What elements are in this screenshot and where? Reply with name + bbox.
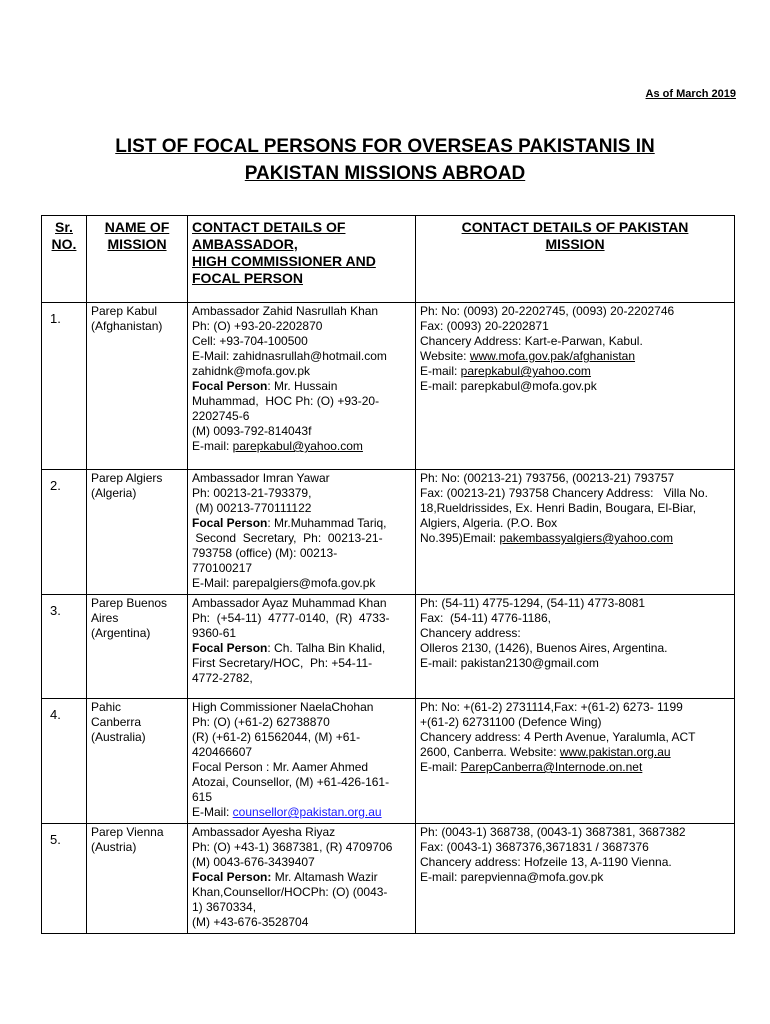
contact-link[interactable]: www.mofa.gov.pak/afghanistan (469, 349, 636, 363)
text-line: Ph: 00213-21-793379, (192, 486, 312, 500)
mission-contact (416, 470, 735, 595)
contact-link[interactable]: ParepCanberra@Internode.on.net (460, 760, 643, 774)
contact-link[interactable]: pakembassyalgiers@yahoo.com (499, 531, 673, 545)
text-line: Muhammad, HOC Ph: (O) +93-20- (192, 394, 380, 408)
text-line (420, 745, 730, 760)
focal-persons-table (41, 215, 735, 934)
text-line: Fax: (0043-1) 3687376,3671831 / 3687376 (420, 840, 649, 854)
text-line: (M) +43-676-3528704 (192, 915, 309, 929)
text-line: Khan,Counsellor/HOCPh: (O) (0043- (192, 885, 388, 899)
ambassador-contact (188, 470, 416, 595)
header-sr: Sr. NO. (42, 216, 87, 303)
field-label: No.395)Email: (420, 531, 500, 545)
text-line: (M) 0093-792-814043f (192, 424, 312, 438)
text-line: Ambassador Ayesha Riyaz (192, 825, 336, 839)
text-line: Fax: (54-11) 4776-1186, (420, 611, 551, 625)
text-line: Chancery address: (420, 626, 521, 640)
title-line: PAKISTAN MISSIONS ABROAD (244, 163, 526, 184)
contact-link[interactable]: www.pakistan.org.au (559, 745, 671, 759)
mission-contact (416, 303, 735, 470)
text-line: Olleros 2130, (1426), Buenos Aires, Argentina. (420, 641, 668, 655)
mission-contact (416, 595, 735, 699)
as-of-date: As of March 2019 (645, 88, 736, 100)
focal-person-label: Focal Person: (192, 870, 272, 884)
text-line: Chancery address: 4 Perth Avenue, Yaralumla, ACT (420, 730, 696, 744)
text-line: Algiers, Algeria. (P.O. Box (420, 516, 558, 530)
text-line: Ph: No: (00213-21) 793756, (00213-21) 793757 (420, 471, 675, 485)
table-row (42, 824, 735, 934)
focal-person-label: Focal Person (192, 379, 268, 393)
email-link[interactable]: counsellor@pakistan.org.au (232, 805, 382, 819)
text-line: Ph: (54-11) 4775-1294, (54-11) 4773-8081 (420, 596, 646, 610)
text-line: Ph: (O) +93-20-2202870 (192, 319, 323, 333)
text-line: 18,Rueldrissides, Ex. Henri Badin, Bougara, El-Biar, (420, 501, 697, 515)
mission-name (87, 303, 188, 470)
text-line: Ph: No: +(61-2) 2731114,Fax: +(61-2) 6273- 1199 (420, 700, 683, 714)
header-pakistan-mission: CONTACT DETAILS OF PAKISTAN MISSION (416, 216, 735, 303)
text-line: Parep Buenos (91, 596, 168, 610)
mission-name (87, 595, 188, 699)
text-line (192, 641, 411, 656)
text-line: (Australia) (91, 730, 146, 744)
focal-person-label: Focal Person (192, 516, 268, 530)
ambassador-contact (188, 699, 416, 824)
text-line (420, 364, 730, 379)
table-row (42, 303, 735, 470)
text-line: (Argentina) (91, 626, 151, 640)
text-line: (Algeria) (91, 486, 137, 500)
table-row (42, 699, 735, 824)
text-line: Fax: (00213-21) 793758 Chancery Address: Villa No. (420, 486, 708, 500)
text-line: 793758 (office) (M): 00213- (192, 546, 338, 560)
text-line: E-Mail: parepalgiers@mofa.gov.pk (192, 576, 376, 590)
text-line: Ambassador Imran Yawar (192, 471, 330, 485)
text-line: Ph: No: (0093) 20-2202745, (0093) 20-2202746 (420, 304, 675, 318)
text-line (420, 349, 730, 364)
ambassador-contact (188, 595, 416, 699)
serial-number: 5. (42, 824, 87, 934)
focal-person-text: : Ch. Talha Bin Khalid, (267, 641, 386, 655)
serial-number: 4. (42, 699, 87, 824)
serial-number: 1. (42, 303, 87, 470)
text-line: Atozai, Counsellor, (M) +61-426-161- (192, 775, 390, 789)
text-line (420, 760, 730, 775)
text-line: 615 (192, 790, 213, 804)
text-line: Parep Algiers (91, 471, 163, 485)
text-line: Focal Person : Mr. Aamer Ahmed (192, 760, 369, 774)
text-line: 770100217 (192, 561, 253, 575)
text-line: Ph: (0043-1) 368738, (0043-1) 3687381, 3687382 (420, 825, 686, 839)
serial-number: 2. (42, 470, 87, 595)
text-line: 9360-61 (192, 626, 237, 640)
focal-person-text: : Mr. Hussain (267, 379, 338, 393)
header-row (42, 216, 735, 303)
text-line: (R) (+61-2) 61562044, (M) +61- (192, 730, 361, 744)
mission-name (87, 824, 188, 934)
text-line (192, 379, 411, 394)
text-line: E-mail: parepkabul@mofa.gov.pk (420, 379, 597, 393)
focal-person-label: Focal Person (192, 641, 268, 655)
text-line: E-Mail: zahidnasrullah@hotmail.com (192, 349, 387, 363)
focal-person-text: : Mr.Muhammad Tariq, (267, 516, 387, 530)
text-line: 1) 3670334, (192, 900, 257, 914)
text-line: Cell: +93-704-100500 (192, 334, 308, 348)
text-line: Ambassador Ayaz Muhammad Khan (192, 596, 387, 610)
table-row (42, 470, 735, 595)
mission-name (87, 470, 188, 595)
field-label: 2600, Canberra. Website: (420, 745, 560, 759)
field-label: E-Mail: (192, 805, 233, 819)
text-line: (Austria) (91, 840, 137, 854)
text-line: Ph: (O) +43-1) 3687381, (R) 4709706 (192, 840, 393, 854)
ambassador-contact (188, 824, 416, 934)
text-line: 4772-2782, (192, 671, 253, 685)
contact-link[interactable]: parepkabul@yahoo.com (460, 364, 591, 378)
mission-name (87, 699, 188, 824)
text-line (192, 805, 411, 820)
text-line: (M) 0043-676-3439407 (192, 855, 315, 869)
text-line (192, 516, 411, 531)
text-line (192, 439, 411, 454)
title-line: LIST OF FOCAL PERSONS FOR OVERSEAS PAKISTANIS IN (115, 136, 655, 157)
text-line: (Afghanistan) (91, 319, 163, 333)
text-line: 420466607 (192, 745, 253, 759)
text-line: Ph: (O) (+61-2) 62738870 (192, 715, 330, 729)
text-line: Ph: (+54-11) 4777-0140, (R) 4733- (192, 611, 390, 625)
text-line: zahidnk@mofa.gov.pk (192, 364, 311, 378)
header-mission: NAME OF MISSION (87, 216, 188, 303)
text-line: Parep Vienna (91, 825, 164, 839)
text-line: Canberra (91, 715, 142, 729)
field-label: E-mail: (420, 760, 461, 774)
text-line: Chancery Address: Kart-e-Parwan, Kabul. (420, 334, 643, 348)
mission-contact (416, 824, 735, 934)
text-line: Parep Kabul (91, 304, 158, 318)
contact-link[interactable]: parepkabul@yahoo.com (232, 439, 363, 453)
text-line: Chancery address: Hofzeile 13, A-1190 Vienna. (420, 855, 672, 869)
page-title (0, 133, 770, 187)
text-line: Ambassador Zahid Nasrullah Khan (192, 304, 379, 318)
text-line: Fax: (0093) 20-2202871 (420, 319, 549, 333)
field-label: Website: (420, 349, 470, 363)
text-line: +(61-2) 62731100 (Defence Wing) (420, 715, 602, 729)
text-line (420, 531, 730, 546)
text-line: Pahic (91, 700, 122, 714)
mission-contact (416, 699, 735, 824)
text-line: E-mail: parepvienna@mofa.gov.pk (420, 870, 604, 884)
text-line: 2202745-6 (192, 409, 250, 423)
focal-person-text: Mr. Altamash Wazir (271, 870, 378, 884)
field-label: E-mail: (420, 364, 461, 378)
text-line: Aires (91, 611, 119, 625)
text-line: Second Secretary, Ph: 00213-21- (192, 531, 383, 545)
text-line: E-mail: pakistan2130@gmail.com (420, 656, 599, 670)
text-line: High Commissioner NaelaChohan (192, 700, 374, 714)
header-ambassador: CONTACT DETAILS OF AMBASSADOR, HIGH COMMISSIONER AND FOCAL PERSON (188, 216, 416, 303)
field-label: E-mail: (192, 439, 233, 453)
text-line: First Secretary/HOC, Ph: +54-11- (192, 656, 373, 670)
text-line (192, 870, 411, 885)
ambassador-contact (188, 303, 416, 470)
serial-number: 3. (42, 595, 87, 699)
text-line: (M) 00213-770111122 (192, 501, 312, 515)
table-row (42, 595, 735, 699)
